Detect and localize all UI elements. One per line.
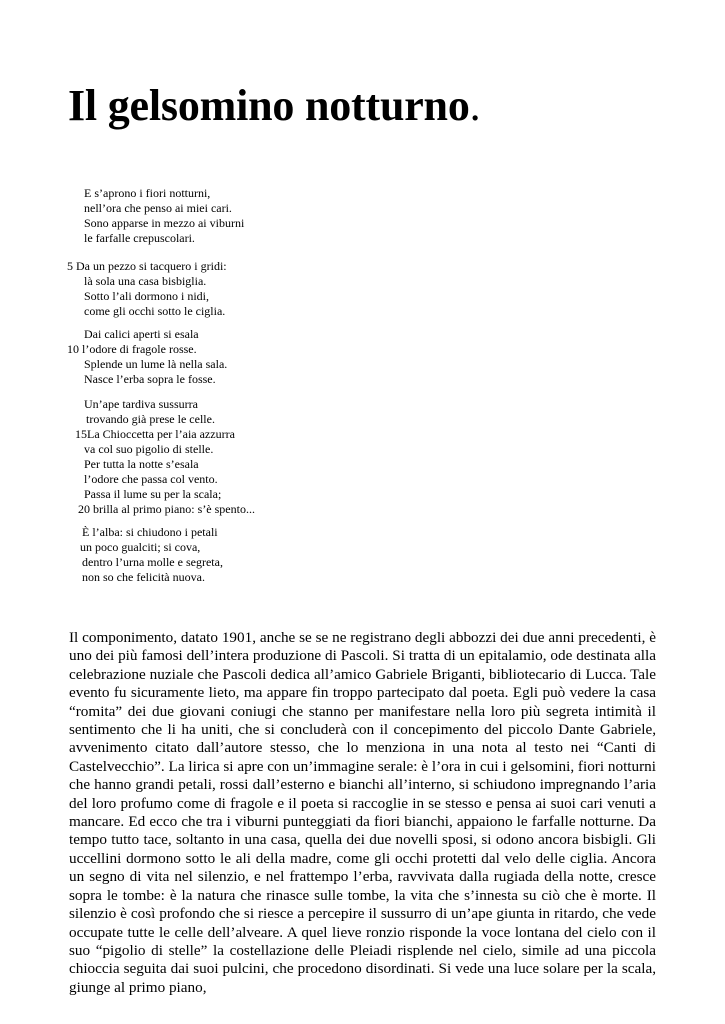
poem-line: va col suo pigolio di stelle.: [84, 442, 214, 456]
poem-line: un poco gualciti; si cova,: [80, 540, 201, 554]
poem-line: Nasce l’erba sopra le fosse.: [84, 372, 216, 386]
poem-line: Passa il lume su per la scala;: [84, 487, 222, 501]
poem-line: 10 l’odore di fragole rosse.: [67, 342, 197, 356]
poem-line: È l’alba: si chiudono i petali: [82, 525, 218, 539]
poem-line: l’odore che passa col vento.: [84, 472, 218, 486]
poem-line: E s’aprono i fiori notturni,: [84, 186, 211, 200]
commentary-paragraph: Il componimento, datato 1901, anche se se ne registrano degli abbozzi dei due anni precedenti, è uno dei più famosi dell’intera produzione di Pascoli. Si tratta di un epitalamio, ode destinata alla celebrazione nuziale che Pascoli dedica all’amico Gabriele Briganti, bibliotecario di Lucca. Tale evento fu sicuramente lieto, ma appare fin troppo partecipato dal poeta. Egli può vedere la casa “romita” dei due giovani coniugi che stanno per manifestare nella loro più segreta intimità il sentimento che li ha uniti, che si concluderà con il concepimento del piccolo Dante Gabriele, avvenimento citato dall’autore stesso, che lo menziona in una nota al testo nei “Canti di Castelvecchio”. La lirica si apre con un’immagine serale: è l’ora in cui i gelsomini, fiori notturni che hanno grandi petali, rossi dall’esterno e bianchi all’interno, si schiudono impregnando l’aria del loro profumo come di fragole e il poeta si raccoglie in se stesso e pensa ai suoi cari venuti a mancare. Ed ecco che tra i viburni punteggiati da fiori bianchi, appaiono le farfalle notturne. Da tempo tutto tace, soltanto in una casa, quella dei due novelli sposi, si odono ancora bisbigli. Gli uccellini dormono sotto le ali della madre, come gli occhi protetti dal velo delle ciglia. Ancora un segno di vita nel silenzio, e nel frattempo l’erba, ravvivata dalla rugiada della notte, cresce sopra le tombe: è la natura che rinasce sulle tombe, la vita che s’innesta su ciò che è morte. Il silenzio è così profondo che si riesce a percepire il sussurro di un’ape giunta in ritardo, che vede occupate tutte le celle dell’alveare. A quel lieve ronzio risponde la voce lontana del cielo con il suo “pigolio di stelle” la costellazione delle Pleiadi risplende nel cielo, simile ad una piccola chioccia seguita dai suoi pulcini, che procedono disordinati. Si vede una luce solare per la scala, giunge al primo piano,: [69, 629, 656, 996]
poem-line: Splende un lume là nella sala.: [84, 357, 228, 371]
poem-line: 20 brilla al primo piano: s’è spento...: [78, 502, 255, 516]
poem-line: trovando già prese le celle.: [86, 412, 215, 426]
poem-line: là sola una casa bisbiglia.: [84, 274, 207, 288]
poem-line: Dai calici aperti si esala: [84, 327, 199, 341]
poem-line: 5 Da un pezzo si tacquero i gridi:: [67, 259, 227, 273]
poem-line: Sotto l’ali dormono i nidi,: [84, 289, 209, 303]
poem-line: come gli occhi sotto le ciglia.: [84, 304, 226, 318]
poem-line: Un’ape tardiva sussurra: [84, 397, 198, 411]
poem-line: Per tutta la notte s’esala: [84, 457, 199, 471]
poem-line: 15La Chioccetta per l’aia azzurra: [75, 427, 235, 441]
poem-line: Sono apparse in mezzo ai viburni: [84, 216, 245, 230]
poem-line: dentro l’urna molle e segreta,: [82, 555, 223, 569]
title-period: .: [469, 81, 481, 130]
page-title: [68, 81, 481, 130]
poem-line: le farfalle crepuscolari.: [84, 231, 195, 245]
poem-line: non so che felicità nuova.: [82, 570, 205, 584]
title-text: Il gelsomino notturno: [68, 81, 470, 130]
poem-line: nell’ora che penso ai miei cari.: [84, 201, 232, 215]
